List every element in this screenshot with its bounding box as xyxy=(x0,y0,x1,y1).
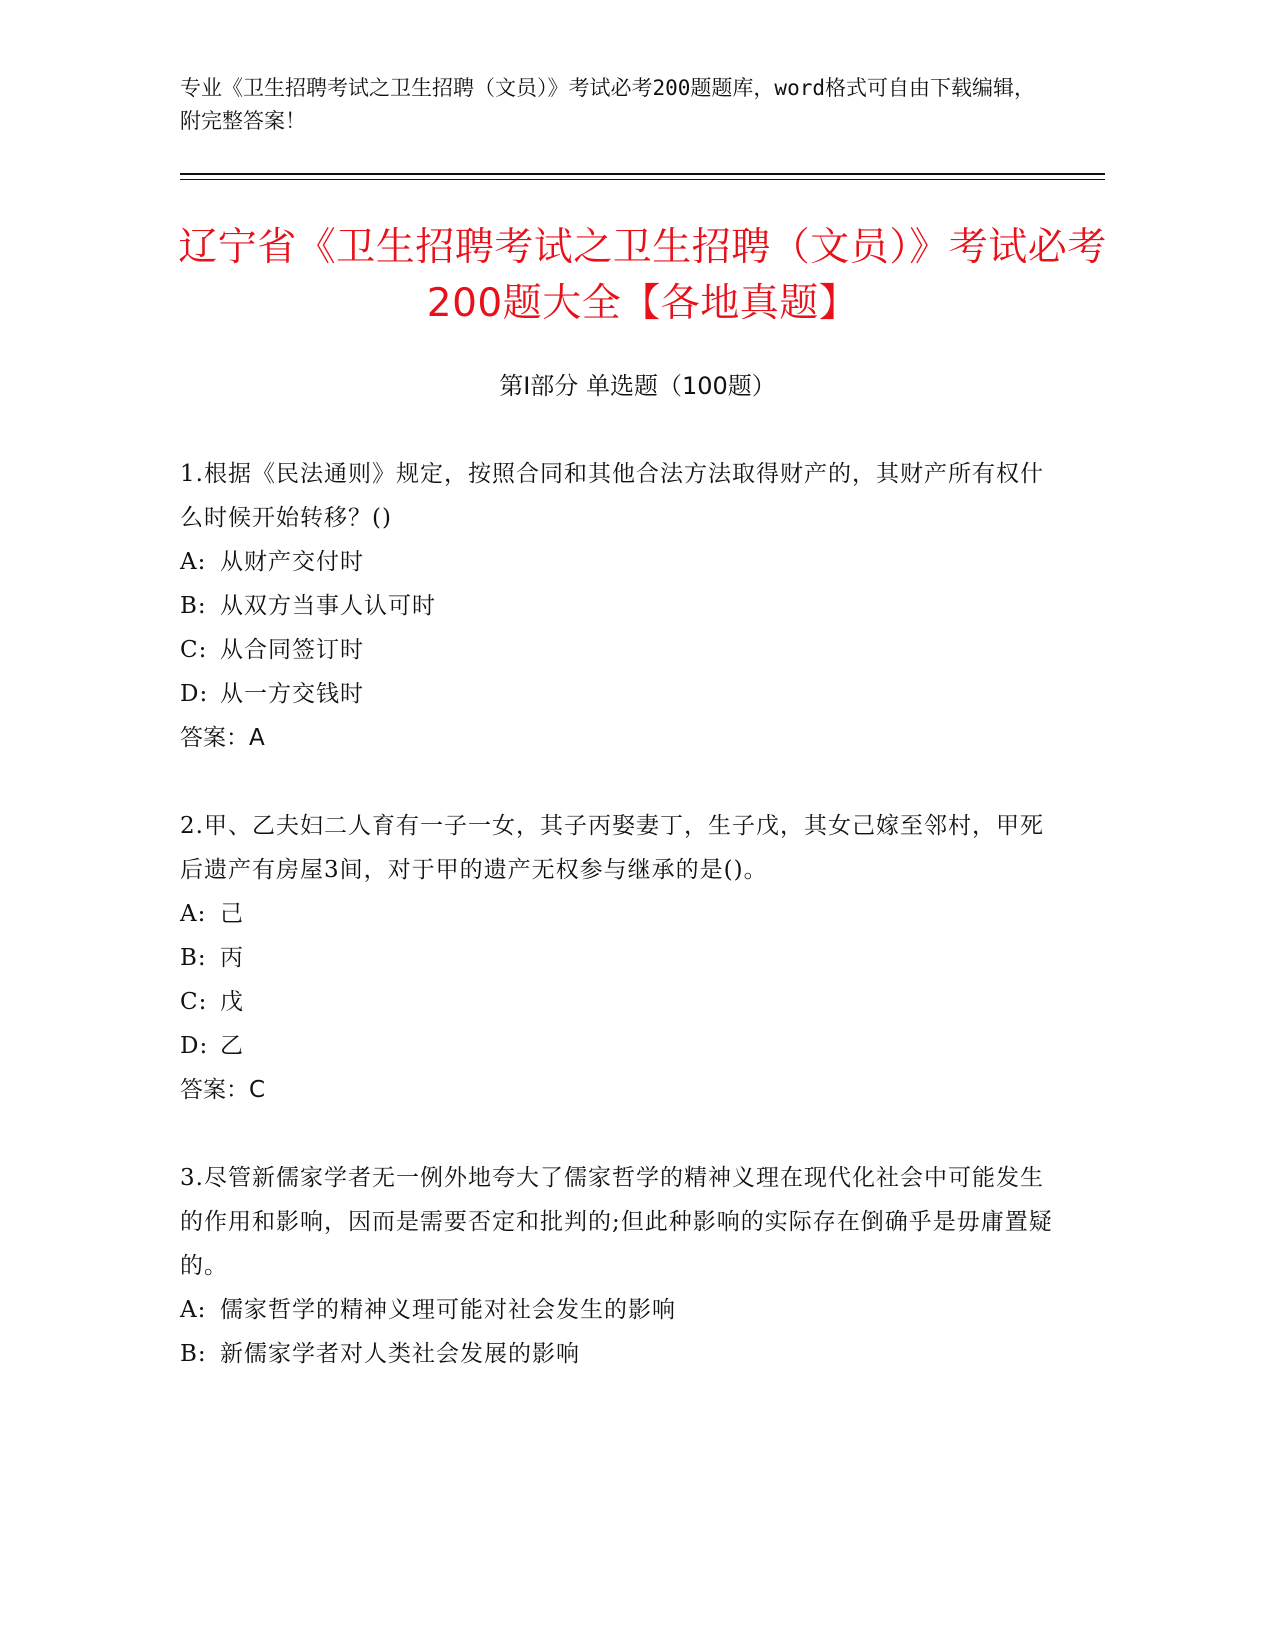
option-d xyxy=(180,1024,1060,1068)
option-d xyxy=(180,672,1060,716)
answer-line: 答案：A xyxy=(180,725,265,751)
question-stem: 3.尽管新儒家学者无一例外地夸大了儒家哲学的精神义理在现代化社会中可能发生的作用和影响，因而是需要否定和批判的;但此种影响的实际存在倒确乎是毋庸置疑的。 xyxy=(180,1165,1053,1279)
option-letter: D: xyxy=(180,1033,209,1059)
option-a xyxy=(180,1288,1060,1332)
question-2 xyxy=(180,804,1060,1112)
page-header xyxy=(180,72,1040,138)
option-letter: A: xyxy=(180,1297,207,1323)
option-letter: D: xyxy=(180,681,209,707)
question-3 xyxy=(180,1156,1060,1376)
option-letter: C: xyxy=(180,637,208,663)
option-letter: B: xyxy=(180,593,207,619)
question-stem: 1.根据《民法通则》规定，按照合同和其他合法方法取得财产的，其财产所有权什么时候开始转移？() xyxy=(180,461,1044,531)
option-text: 从合同签订时 xyxy=(220,637,364,663)
option-b xyxy=(180,1332,1060,1376)
option-text: 从一方交钱时 xyxy=(220,681,364,707)
option-a xyxy=(180,892,1060,936)
option-letter: B: xyxy=(180,945,207,971)
answer-line: 答案：C xyxy=(180,1077,266,1103)
document-title: 辽宁省《卫生招聘考试之卫生招聘（文员）》考试必考200题大全【各地真题】 xyxy=(178,225,1107,326)
option-c xyxy=(180,628,1060,672)
option-text: 儒家哲学的精神义理可能对社会发生的影响 xyxy=(220,1297,676,1323)
option-text: 己 xyxy=(220,901,244,927)
header-divider-thin xyxy=(180,179,1105,180)
option-letter: C: xyxy=(180,989,208,1015)
option-a xyxy=(180,540,1060,584)
option-text: 戊 xyxy=(220,989,244,1015)
option-text: 丙 xyxy=(220,945,244,971)
question-1 xyxy=(180,452,1060,760)
option-letter: B: xyxy=(180,1341,207,1367)
header-divider xyxy=(180,173,1105,175)
option-text: 从双方当事人认可时 xyxy=(220,593,436,619)
section-heading: 第Ⅰ部分 单选题（100题） xyxy=(499,372,776,400)
option-letter: A: xyxy=(180,549,207,575)
option-text: 乙 xyxy=(220,1033,244,1059)
header-text: 专业《卫生招聘考试之卫生招聘（文员）》考试必考200题题库，word格式可自由下载编辑，附完整答案！ xyxy=(180,76,1035,133)
option-text: 新儒家学者对人类社会发展的影响 xyxy=(220,1341,580,1367)
question-list xyxy=(180,452,1060,1420)
option-c xyxy=(180,980,1060,1024)
option-letter: A: xyxy=(180,901,207,927)
question-stem: 2.甲、乙夫妇二人育有一子一女，其子丙娶妻丁，生子戊，其女己嫁至邻村，甲死后遗产有房屋3间，对于甲的遗产无权参与继承的是()。 xyxy=(180,813,1044,883)
option-text: 从财产交付时 xyxy=(220,549,364,575)
option-b xyxy=(180,936,1060,980)
option-b xyxy=(180,584,1060,628)
